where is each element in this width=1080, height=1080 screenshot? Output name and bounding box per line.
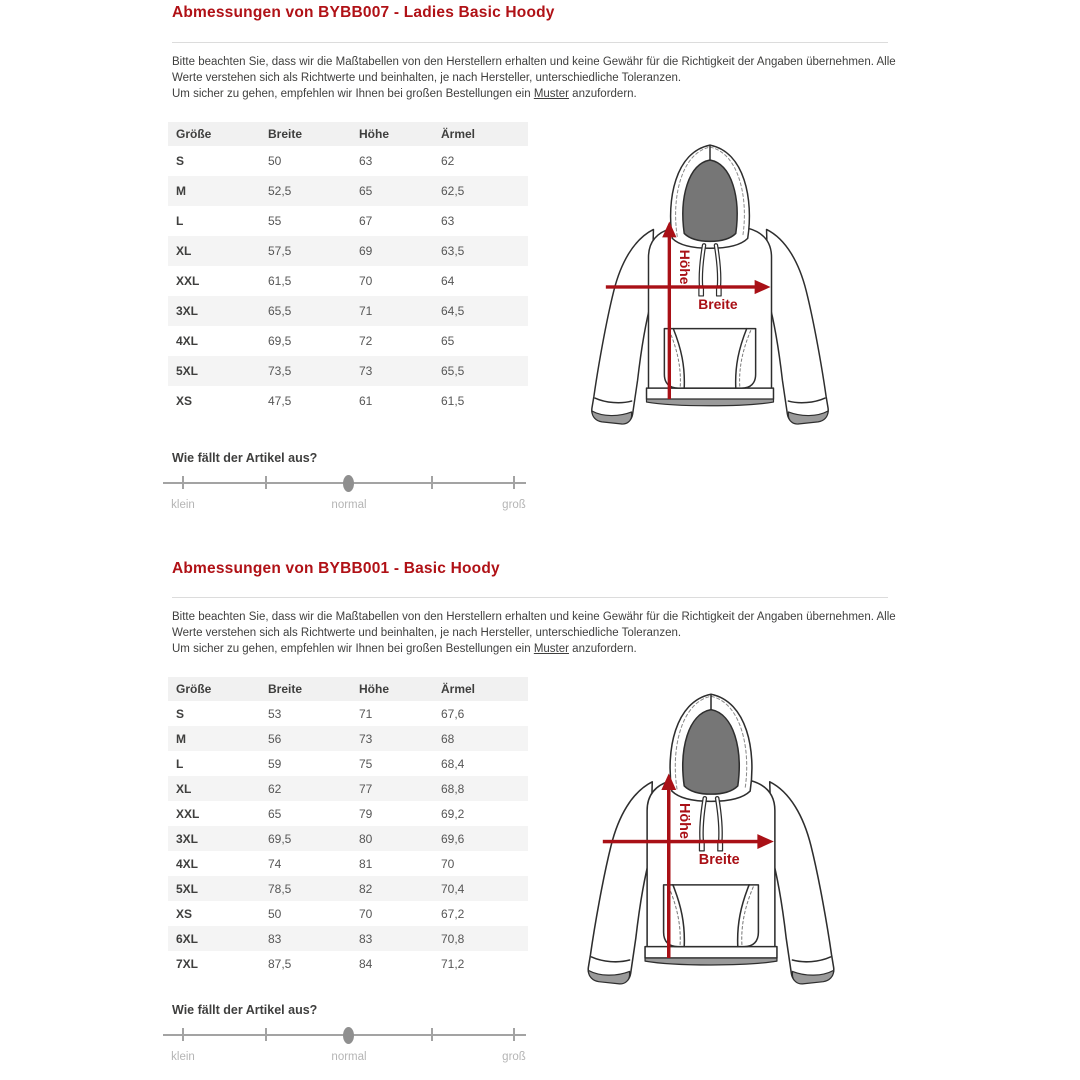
value-cell: 70,8 (441, 931, 465, 946)
size-table-bybb007 (168, 122, 528, 416)
size-cell: 5XL (176, 881, 199, 896)
table-row (168, 701, 528, 726)
slider-handle[interactable] (343, 475, 354, 492)
value-cell: 55 (268, 214, 282, 228)
muster-link[interactable]: Muster (533, 88, 569, 100)
slider-label-gross: groß (502, 499, 526, 511)
slider-tick (431, 1028, 433, 1041)
table-row (168, 801, 528, 826)
value-cell: 65,5 (268, 304, 292, 318)
size-cell: S (176, 154, 185, 168)
hoodie-measurement-diagram (582, 687, 840, 992)
value-cell: 73 (359, 731, 373, 746)
table-row (168, 776, 528, 801)
disclaimer-line2-suffix: anzufordern. (568, 88, 637, 100)
section-heading-bybb001: Abmessungen von BYBB001 - Basic Hoody (172, 560, 500, 577)
size-cell: XS (176, 906, 193, 921)
slider-label-normal: normal (331, 1051, 367, 1063)
size-cell: 3XL (176, 304, 199, 318)
table-row (168, 826, 528, 851)
table-header-row (168, 677, 528, 701)
table-row (168, 901, 528, 926)
table-row (168, 296, 528, 326)
value-cell: 63 (441, 214, 455, 228)
slider-tick (265, 476, 267, 489)
value-cell: 67 (359, 214, 373, 228)
table-row (168, 236, 528, 266)
value-cell: 61,5 (441, 394, 465, 408)
value-cell: 69,2 (441, 806, 465, 821)
table-row (168, 951, 528, 976)
value-cell: 67,6 (441, 706, 465, 721)
table-row (168, 386, 528, 416)
value-cell: 63 (359, 154, 373, 168)
value-cell: 80 (359, 831, 373, 846)
value-cell: 68,4 (441, 756, 465, 771)
disclaimer-sentence: Bitte beachten Sie, dass wir die Maßtabellen von den Herstellern erhalten und keine Gewähr für die Richtigkeit der Angaben übernehmen. Alle Werte verstehen sich als Richtwerte und beinhalten, je nach Hersteller, unterschiedliche Toleranzen. (172, 56, 896, 84)
col-header-breite: Breite (260, 677, 351, 701)
slider-tick (513, 1028, 515, 1041)
value-cell: 65 (359, 184, 373, 198)
value-cell: 67,2 (441, 906, 465, 921)
muster-link[interactable]: Muster (533, 643, 569, 655)
size-cell: S (176, 706, 185, 721)
size-cell: XXL (176, 806, 200, 821)
value-cell: 57,5 (268, 244, 292, 258)
hoehe-arrow-label: Höhe (677, 249, 694, 285)
value-cell: 68 (441, 731, 455, 746)
fit-slider (163, 474, 528, 492)
table-header-row (168, 122, 528, 146)
table-row (168, 326, 528, 356)
size-cell: 4XL (176, 334, 199, 348)
size-cell: XS (176, 394, 193, 408)
col-header-hoehe: Höhe (351, 677, 433, 701)
col-header-groesse: Größe (168, 677, 260, 701)
value-cell: 52,5 (268, 184, 292, 198)
value-cell: 75 (359, 756, 373, 771)
disclaimer-text (172, 54, 912, 102)
value-cell: 53 (268, 706, 282, 721)
hoehe-arrow-label: Höhe (676, 802, 693, 839)
breite-arrow-label: Breite (698, 295, 738, 312)
size-cell: 3XL (176, 831, 199, 846)
value-cell: 62 (268, 781, 282, 796)
value-cell: 83 (268, 931, 282, 946)
value-cell: 65,5 (441, 364, 465, 378)
breite-arrow-label: Breite (698, 852, 740, 869)
size-cell: 4XL (176, 856, 199, 871)
value-cell: 50 (268, 906, 282, 921)
value-cell: 56 (268, 731, 282, 746)
slider-tick (431, 476, 433, 489)
section-heading-bybb007: Abmessungen von BYBB007 - Ladies Basic Hoody (172, 4, 555, 21)
value-cell: 61,5 (268, 274, 292, 288)
hoodie-illustration (588, 694, 834, 984)
value-cell: 69,5 (268, 334, 292, 348)
value-cell: 69 (359, 244, 373, 258)
slider-tick (182, 1028, 184, 1041)
fit-slider (163, 1026, 528, 1044)
col-header-breite: Breite (260, 122, 351, 146)
size-cell: XL (176, 244, 192, 258)
value-cell: 47,5 (268, 394, 292, 408)
value-cell: 70,4 (441, 881, 465, 896)
value-cell: 71,2 (441, 956, 465, 971)
value-cell: 72 (359, 334, 373, 348)
value-cell: 59 (268, 756, 282, 771)
table-row (168, 926, 528, 951)
table-row (168, 851, 528, 876)
value-cell: 69,5 (268, 831, 292, 846)
value-cell: 62 (441, 154, 455, 168)
slider-label-klein: klein (171, 1051, 195, 1063)
value-cell: 77 (359, 781, 373, 796)
slider-label-normal: normal (331, 499, 367, 511)
value-cell: 87,5 (268, 956, 292, 971)
value-cell: 69,6 (441, 831, 465, 846)
value-cell: 78,5 (268, 881, 292, 896)
value-cell: 82 (359, 881, 373, 896)
value-cell: 71 (359, 304, 373, 318)
disclaimer-text (172, 609, 912, 657)
table-row (168, 751, 528, 776)
value-cell: 70 (441, 856, 455, 871)
col-header-aermel: Ärmel (433, 122, 528, 146)
col-header-aermel: Ärmel (433, 677, 528, 701)
size-cell: 6XL (176, 931, 199, 946)
slider-labels (163, 499, 528, 513)
disclaimer-sentence: Bitte beachten Sie, dass wir die Maßtabellen von den Herstellern erhalten und keine Gewähr für die Richtigkeit der Angaben übernehmen. Alle Werte verstehen sich als Richtwerte und beinhalten, je nach Hersteller, unterschiedliche Toleranzen. (172, 611, 896, 639)
table-row (168, 726, 528, 751)
value-cell: 70 (359, 906, 373, 921)
value-cell: 84 (359, 956, 373, 971)
value-cell: 70 (359, 274, 373, 288)
size-table-bybb001 (168, 677, 528, 976)
hoodie-measurement-diagram (586, 138, 834, 432)
fit-question: Wie fällt der Artikel aus? (172, 1003, 318, 1017)
slider-label-klein: klein (171, 499, 195, 511)
value-cell: 81 (359, 856, 373, 871)
slider-tick (182, 476, 184, 489)
value-cell: 62,5 (441, 184, 465, 198)
size-cell: L (176, 214, 184, 228)
table-row (168, 176, 528, 206)
table-row (168, 146, 528, 176)
slider-tick (513, 476, 515, 489)
table-row (168, 206, 528, 236)
size-cell: 5XL (176, 364, 199, 378)
col-header-hoehe: Höhe (351, 122, 433, 146)
value-cell: 61 (359, 394, 373, 408)
slider-label-gross: groß (502, 1051, 526, 1063)
value-cell: 79 (359, 806, 373, 821)
table-row (168, 266, 528, 296)
value-cell: 50 (268, 154, 282, 168)
size-cell: XXL (176, 274, 200, 288)
hoodie-illustration (592, 145, 828, 424)
value-cell: 64,5 (441, 304, 465, 318)
size-cell: XL (176, 781, 192, 796)
value-cell: 68,8 (441, 781, 465, 796)
value-cell: 83 (359, 931, 373, 946)
slider-labels (163, 1051, 528, 1065)
value-cell: 73 (359, 364, 373, 378)
size-cell: M (176, 184, 186, 198)
value-cell: 74 (268, 856, 282, 871)
size-cell: M (176, 731, 186, 746)
fit-question: Wie fällt der Artikel aus? (172, 451, 318, 465)
value-cell: 65 (268, 806, 282, 821)
size-cell: 7XL (176, 956, 199, 971)
divider (172, 42, 888, 43)
slider-tick (265, 1028, 267, 1041)
table-row (168, 876, 528, 901)
disclaimer-line2-suffix: anzufordern. (568, 643, 637, 655)
slider-handle[interactable] (343, 1027, 354, 1044)
value-cell: 65 (441, 334, 455, 348)
disclaimer-line2-prefix: Um sicher zu gehen, empfehlen wir Ihnen bei großen Bestellungen ein (172, 643, 534, 655)
value-cell: 73,5 (268, 364, 292, 378)
value-cell: 64 (441, 274, 455, 288)
value-cell: 71 (359, 706, 373, 721)
table-row (168, 356, 528, 386)
disclaimer-line2-prefix: Um sicher zu gehen, empfehlen wir Ihnen bei großen Bestellungen ein (172, 88, 534, 100)
col-header-groesse: Größe (168, 122, 260, 146)
divider (172, 597, 888, 598)
value-cell: 63,5 (441, 244, 465, 258)
size-cell: L (176, 756, 184, 771)
